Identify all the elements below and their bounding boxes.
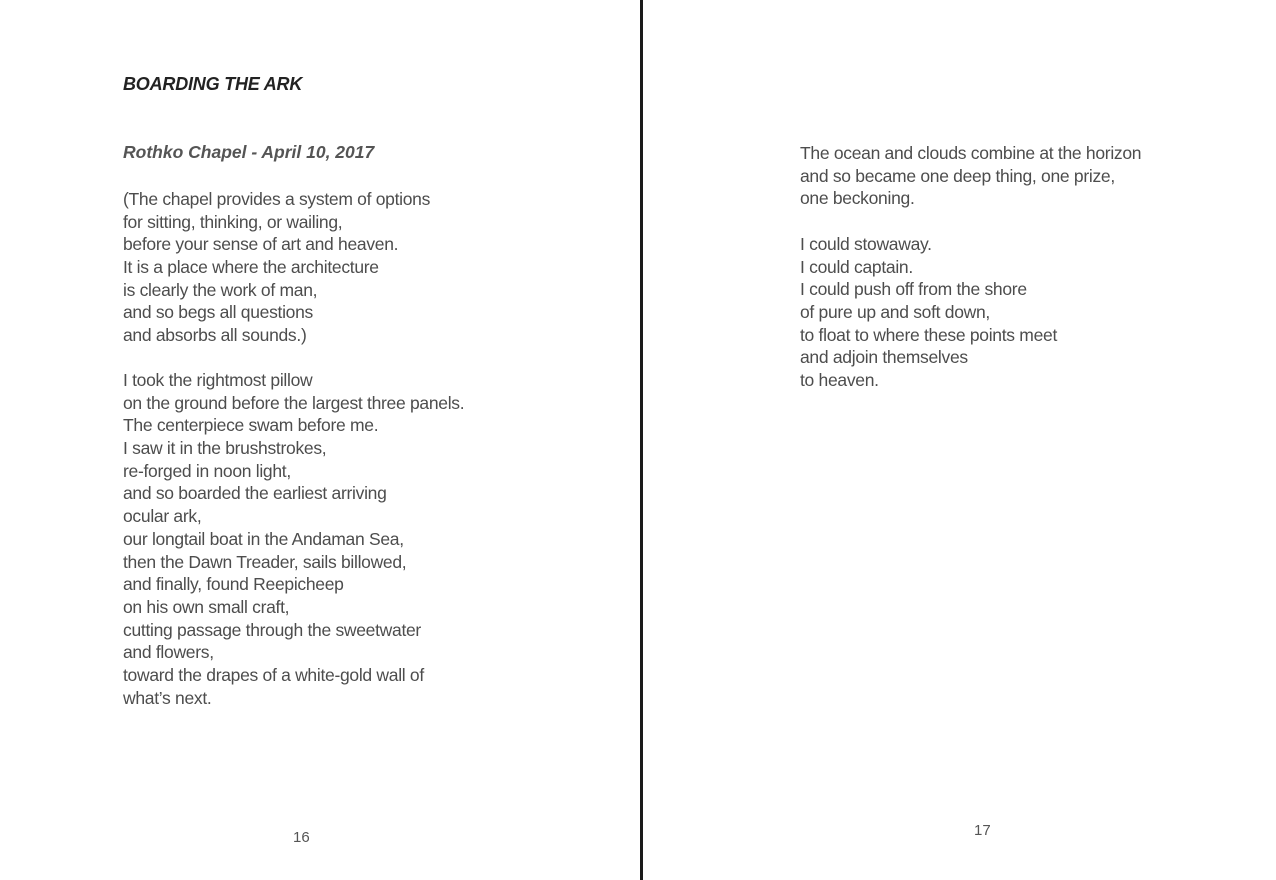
poem-line: on his own small craft,: [123, 596, 290, 617]
right-stanza-2: [800, 233, 1057, 392]
poem-line: I took the rightmost pillow: [123, 370, 313, 390]
poem-line: (The chapel provides a system of options: [123, 189, 431, 209]
poem-line: and finally, found Reepicheep: [123, 574, 344, 595]
poem-line: It is a place where the architecture: [123, 257, 379, 278]
poem-line: The centerpiece swam before me.: [123, 415, 379, 436]
page-number-left: 16: [293, 829, 310, 846]
poem-line: cutting passage through the sweetwater: [123, 619, 421, 640]
poem-line: before your sense of art and heaven.: [123, 234, 399, 255]
right-stanza-1: [800, 142, 1141, 210]
poem-line: and so boarded the earliest arriving: [123, 483, 387, 504]
poem-line: and so became one deep thing, one prize,: [800, 165, 1115, 186]
poem-line: The ocean and clouds combine at the horizon: [800, 143, 1142, 163]
poem-line: then the Dawn Treader, sails billowed,: [123, 551, 407, 572]
poem-line: and absorbs all sounds.): [123, 325, 307, 346]
poem-line: I saw it in the brushstrokes,: [123, 438, 327, 459]
poem-line: I could stowaway.: [800, 234, 932, 254]
poem-line: one beckoning.: [800, 188, 915, 209]
left-stanza-1: [123, 188, 430, 347]
poem-line: to float to where these points meet: [800, 324, 1058, 345]
poem-line: and so begs all questions: [123, 302, 313, 323]
left-stanza-2: [123, 369, 464, 709]
poem-line: I could push off from the shore: [800, 279, 1027, 300]
poem-line: is clearly the work of man,: [123, 279, 318, 300]
poem-line: of pure up and soft down,: [800, 302, 990, 323]
poem-line: to heaven.: [800, 370, 879, 391]
poem-line: re-forged in noon light,: [123, 460, 291, 481]
poem-line: what’s next.: [123, 687, 212, 708]
poem-line: on the ground before the largest three panels.: [123, 392, 465, 413]
poem-title: BOARDING THE ARK: [123, 74, 303, 94]
poem-line: I could captain.: [800, 256, 913, 277]
poem-line: for sitting, thinking, or wailing,: [123, 211, 343, 232]
poem-line: our longtail boat in the Andaman Sea,: [123, 528, 404, 549]
right-page: [643, 0, 1276, 880]
poem-line: and adjoin themselves: [800, 347, 968, 368]
poem-subtitle: Rothko Chapel - April 10, 2017: [123, 142, 375, 162]
page-number-right: 17: [974, 822, 991, 839]
poem-line: toward the drapes of a white-gold wall of: [123, 664, 424, 685]
poem-line: ocular ark,: [123, 506, 202, 527]
poem-line: and flowers,: [123, 642, 214, 663]
